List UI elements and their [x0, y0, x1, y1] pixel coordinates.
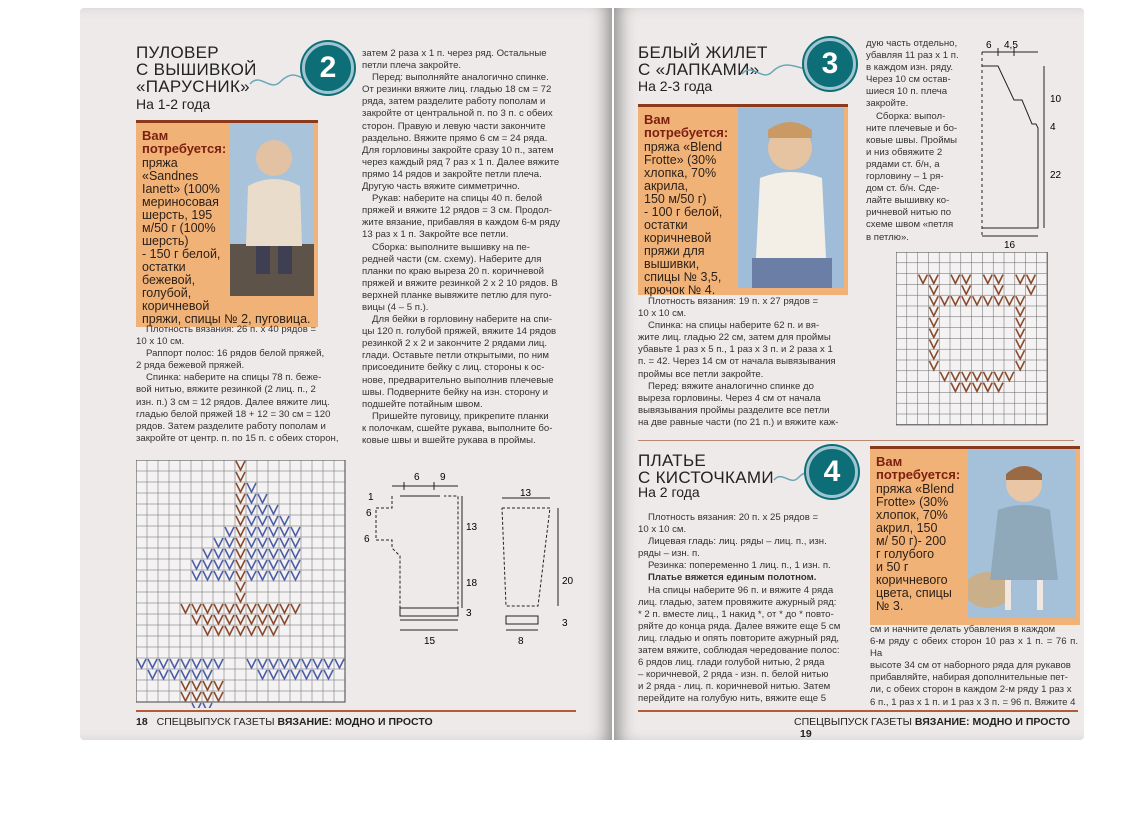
- dimension-label: 9: [440, 472, 446, 483]
- dimension-label: 8: [518, 636, 524, 647]
- page-number: 19: [800, 728, 812, 740]
- decorative-swirl-icon: [248, 70, 308, 94]
- model-number-badge: 3: [804, 38, 856, 90]
- model-4-text-col-2: см и начните делать убавления в каждом 6-м ряду с обеих сторон 10 раз х 1 п. = 76 п. На высоте 34 см от наборного ряда для рукавов прибавляйте, набирая дополнительные пет- ли, с обеих сторон в каждом 2-м ряду 1 раз х 6 п., 1 раз х 1 п. и 1 раз х 3 п. = 96 п. Вяжите 4: [870, 624, 1078, 708]
- footer-text: СПЕЦВЫПУСК ГАЗЕТЫ: [156, 716, 275, 728]
- model-number-badge: 2: [302, 42, 354, 94]
- title-line: ПУЛОВЕР: [136, 43, 219, 62]
- child-photo: [230, 124, 314, 296]
- dimension-label: 20: [562, 576, 574, 587]
- dimension-label: 6: [414, 472, 420, 483]
- footer-title: ВЯЗАНИЕ: МОДНО И ПРОСТО: [914, 716, 1071, 728]
- vest-pattern-schematic: [974, 38, 1074, 250]
- footer-rule: [136, 710, 576, 712]
- materials-list: пряжа «Blend Frotte» (30% хлопка, 70% акрила, 150 м/50 г) - 100 г белой, остатки коричневой пряжи для вышивки, спицы № 3,5, крючок № 4.: [644, 140, 723, 297]
- stitch-mark: [192, 703, 201, 708]
- model-3-text-col-2: дую часть отдельно, убавляя 11 раз х 1 п. в каждом изн. ряду. Через 10 см остав- шиеся 10 п. плеча закройте. Сборка: выпол- ните плечевые и бо- ковые швы. Проймы и низ обвяжите 2 рядами ст. б/н, а горловину – 1 ря- дом ст. б/н. Сде- лайте вышивку ко- ричневой нитью по схеме швом «петля в петлю».: [866, 38, 959, 243]
- sleeve-pattern-schematic: [484, 488, 600, 678]
- model-3-text-col-1: Плотность вязания: 19 п. х 27 рядов = 10 х 10 см. Спинка: на спицы наберите 62 п. и вя- жите лиц. гладью 22 см, затем для проймы убавьте 1 раз х 5 п., 1 раз х 3 п. и 2 раза х 1 п. = 42. Через 14 см от начала вывязывания проймы все петли закройте. Перед: вяжите аналогично спинке до выреза горловины. Через 4 см от начала вывязывания проймы разделите все петли на две равные части (по 21 п.) и вяжите каж-: [638, 296, 839, 428]
- page-number: 18: [136, 716, 148, 728]
- embroidery-chart-sailboat: [136, 460, 354, 708]
- dimension-label: 13: [520, 488, 532, 499]
- embroidery-chart-paw: [896, 252, 1048, 434]
- dimension-label: 16: [1004, 240, 1016, 250]
- materials-header: Вам потребуется:: [644, 112, 729, 140]
- page-footer: [794, 716, 1084, 740]
- dimension-label: 3: [562, 618, 568, 629]
- right-page: [614, 8, 1084, 740]
- model-2-title: [136, 44, 257, 95]
- materials-header: Вам потребуется:: [142, 128, 227, 156]
- materials-list: пряжа «Blend Frotte» (30% хлопок, 70% акрил, 150 м/ 50 г)- 200 г голубого и 50 г коричневого цвета, спицы № 3.: [876, 482, 955, 613]
- decorative-swirl-icon: [740, 60, 810, 84]
- model-4-age: На 2 года: [638, 484, 700, 500]
- stitch-mark: [203, 703, 212, 708]
- child-photo: [738, 108, 844, 288]
- footer-text: СПЕЦВЫПУСК ГАЗЕТЫ: [794, 716, 912, 728]
- dimension-label: 4: [1050, 122, 1056, 133]
- model-2-text-col-2: затем 2 раза х 1 п. через ряд. Остальные петли плеча закройте. Перед: выполняйте аналогично спинке. От резинки вяжите лиц. гладью 18 см = 72 ряда, затем разделите работу пополам и закройте от центральной п. по 3 п. с обеих сторон. Правую и левую части закончите раздельно. Вяжите прямо 6 см = 24 ряда. Для горловины закройте сразу 10 п., затем через каждый ряд 7 раз х 1 п. Далее вяжите прямо 14 рядов и закройте петли плеча. Другую часть вяжите симметрично. Рукав: наберите на спицы 40 п. белой пряжей и вяжите 12 рядов = 3 см. Продол- жите вязание, прибавляя в каждом 6-м ряду 13 раз х 1 п. Закройте все петли. Сборка: выполните вышивку на пе- редней части (см. схему). Наберите для планки по краю выреза 20 п. коричневой пряжей и вяжите резинкой 2 х 2 10 рядов. В верхней планке вывяжите петлю для пуго- вицы (4 – 5 п.). Для бейки в горловину наберите на спи- цы 120 п. голубой пряжей, вяжите 14 рядов резинкой 2 х 2 и закончите 2 рядами лиц. глади. Оставьте петли открытыми, по ним присоедините бейку с лиц. стороны к ос- нове, предварительно выполнив плечевые швы. Подверните бейку на изн. сторону и подшейте потайным швом. Пришейте пуговицу, прикрепите планки к полочкам, сшейте рукава, выполните бо- ковые швы и вшейте рукава в проймы.: [362, 48, 561, 446]
- model-3-title: БЕЛЫЙ ЖИЛЕТ С «ЛАПКАМИ»: [638, 43, 768, 79]
- dimension-label: 15: [424, 636, 436, 647]
- dimension-label: 6: [366, 508, 372, 519]
- title-line: С ВЫШИВКОЙ: [136, 60, 257, 79]
- model-number-badge: 4: [806, 446, 858, 498]
- left-page: [80, 8, 612, 740]
- model-2-age: На 1-2 года: [136, 96, 211, 112]
- page-footer: [136, 716, 433, 728]
- materials-list: пряжа «Sandnes Ianett» (100% мериносовая шерсть, 195 м/50 г (100% шерсть) - 150 г белой, остатки бежевой, голубой, коричневой: [142, 156, 221, 313]
- materials-header: Вам потребуется:: [876, 454, 961, 482]
- child-photo: [968, 450, 1076, 618]
- footer-title: ВЯЗАНИЕ: МОДНО И ПРОСТО: [277, 716, 433, 728]
- dimension-label: 13: [466, 522, 478, 533]
- dimension-label: 6: [364, 534, 370, 545]
- materials-box: Вам потребуется: пряжа «Sandnes Ianett» (100% мериносовая шерсть, 195 м/50 г (100% шерсть) - 150 г белой, остатки бежевой, голубой, коричневой пряжи, спицы № 2, пуговица.: [136, 120, 318, 327]
- dimension-label: 18: [466, 578, 478, 589]
- section-divider: [638, 440, 1074, 441]
- dimension-label: 22: [1050, 170, 1062, 181]
- model-4-text-col-1: Плотность вязания: 20 п. х 25 рядов = 10 х 10 см. Лицевая гладь: лиц. ряды – лиц. п., изн. ряды – изн. п. Резинка: попеременно 1 лиц. п., 1 изн. п. Платье вяжется единым полотном. На спицы наберите 96 п. и вяжите 4 ряда лиц. гладью, затем провяжите ажурный ряд: * 2 п. вместе лиц., 1 накид *, от * до * повто- ряйте до конца ряда. Далее вяжите еще 5 см лиц. гладью и опять повторите ажурный ряд, затем вяжите, соблюдая чередование полос: 6 рядов лиц. глади голубой нитью, 2 ряда – коричневой, 2 ряда - изн. п. белой нитью и 2 ряда - лиц. п. коричневой нитью. Затем перейдите на голубую нить, вяжите еще 5: [638, 512, 841, 705]
- dimension-label: 1: [368, 492, 374, 503]
- dimension-label: 6: [986, 40, 992, 51]
- model-3-age: На 2-3 года: [638, 78, 713, 94]
- dimension-label: 4,5: [1004, 40, 1018, 51]
- dimension-label: 10: [1050, 94, 1062, 105]
- front-pattern-schematic: [352, 468, 482, 668]
- model-4-title: ПЛАТЬЕ С КИСТОЧКАМИ: [638, 451, 774, 487]
- model-2-text-col-1: Плотность вязания: 26 п. х 40 рядов = 10 х 10 см. Раппорт полос: 16 рядов белой пряжей, 2 ряда бежевой пряжей. Спинка: наберите на спицы 78 п. беже- вой нитью, вяжите резинкой (2 лиц. п., 2 изн. п.) 3 см = 12 рядов. Далее вяжите лиц. гладью белой пряжей 18 + 12 = 30 см = 120 рядов. Затем разделите работу пополам и закройте от центр. п. по 15 п. с обеих сторон,: [136, 324, 339, 444]
- dimension-label: 3: [466, 608, 472, 619]
- footer-rule: [638, 710, 1078, 712]
- title-line: «ПАРУСНИК»: [136, 77, 250, 96]
